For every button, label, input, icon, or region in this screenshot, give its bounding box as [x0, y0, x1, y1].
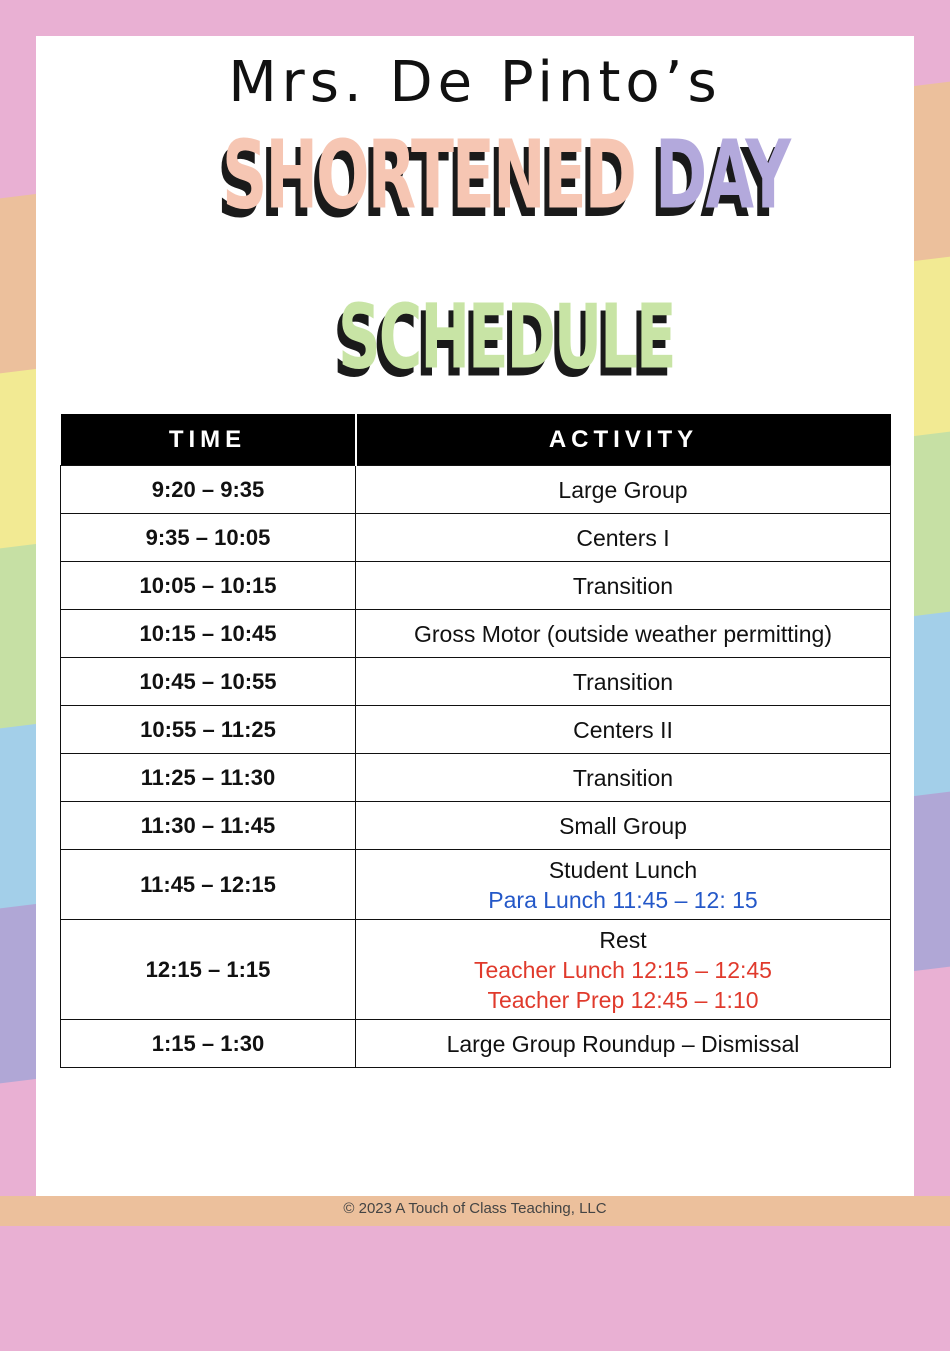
time-cell: 11:45 – 12:15: [61, 850, 356, 920]
time-cell: 10:15 – 10:45: [61, 610, 356, 658]
activity-label: Gross Motor (outside weather permitting): [414, 620, 832, 647]
activity-cell: [356, 1020, 891, 1068]
teacher-note: Teacher Lunch 12:15 – 12:45: [474, 956, 772, 983]
activity-cell: [356, 754, 891, 802]
activity-label: Large Group: [558, 476, 688, 503]
column-header-activity: ACTIVITY: [356, 414, 891, 466]
time-cell: 10:45 – 10:55: [61, 658, 356, 706]
copyright-text: © 2023 A Touch of Class Teaching, LLC: [343, 1200, 607, 1217]
activity-cell: [356, 610, 891, 658]
activity-label: Rest: [599, 926, 647, 953]
column-header-time: TIME: [61, 414, 356, 466]
activity-cell: [356, 850, 891, 920]
time-cell: 11:25 – 11:30: [61, 754, 356, 802]
activity-label: Transition: [572, 668, 674, 695]
table-row: [61, 920, 891, 1020]
activity-label: Centers I: [576, 524, 670, 551]
table-row: [61, 562, 891, 610]
time-cell: 9:20 – 9:35: [61, 466, 356, 514]
table-row: [61, 802, 891, 850]
time-cell: 10:05 – 10:15: [61, 562, 356, 610]
activity-cell: [356, 562, 891, 610]
teacher-note: Teacher Prep 12:45 – 1:10: [487, 986, 759, 1013]
activity-label: Transition: [572, 764, 674, 791]
table-row: [61, 1020, 891, 1068]
table-row: [61, 514, 891, 562]
activity-label: Centers II: [573, 716, 673, 743]
table-row: [61, 850, 891, 920]
title-word-shortened: SHORTENED: [222, 119, 635, 231]
time-cell: 9:35 – 10:05: [61, 514, 356, 562]
activity-label: Transition: [572, 572, 674, 599]
table-row: [61, 754, 891, 802]
time-cell: 1:15 – 1:30: [61, 1020, 356, 1068]
time-cell: 11:30 – 11:45: [61, 802, 356, 850]
table-row: [61, 466, 891, 514]
time-cell: 10:55 – 11:25: [61, 706, 356, 754]
activity-cell: [356, 514, 891, 562]
table-row: [61, 658, 891, 706]
title-word-schedule: SCHEDULE: [338, 284, 675, 389]
activity-cell: [356, 802, 891, 850]
activity-cell: [356, 920, 891, 1020]
activity-label: Student Lunch: [548, 856, 698, 883]
table-row: [61, 610, 891, 658]
activity-label: Large Group Roundup – Dismissal: [446, 1030, 800, 1057]
table-row: [61, 706, 891, 754]
title-word-day: DAY: [655, 119, 789, 231]
activity-cell: [356, 466, 891, 514]
activity-cell: [356, 706, 891, 754]
activity-label: Small Group: [559, 812, 687, 839]
activity-cell: [356, 658, 891, 706]
teacher-name-title: Mrs. De Pinto’s: [228, 50, 722, 115]
time-cell: 12:15 – 1:15: [61, 920, 356, 1020]
schedule-body: [61, 466, 891, 1068]
para-lunch-note: Para Lunch 11:45 – 12: 15: [488, 886, 758, 913]
schedule-table: [60, 414, 891, 1068]
table-header-row: [61, 414, 891, 466]
